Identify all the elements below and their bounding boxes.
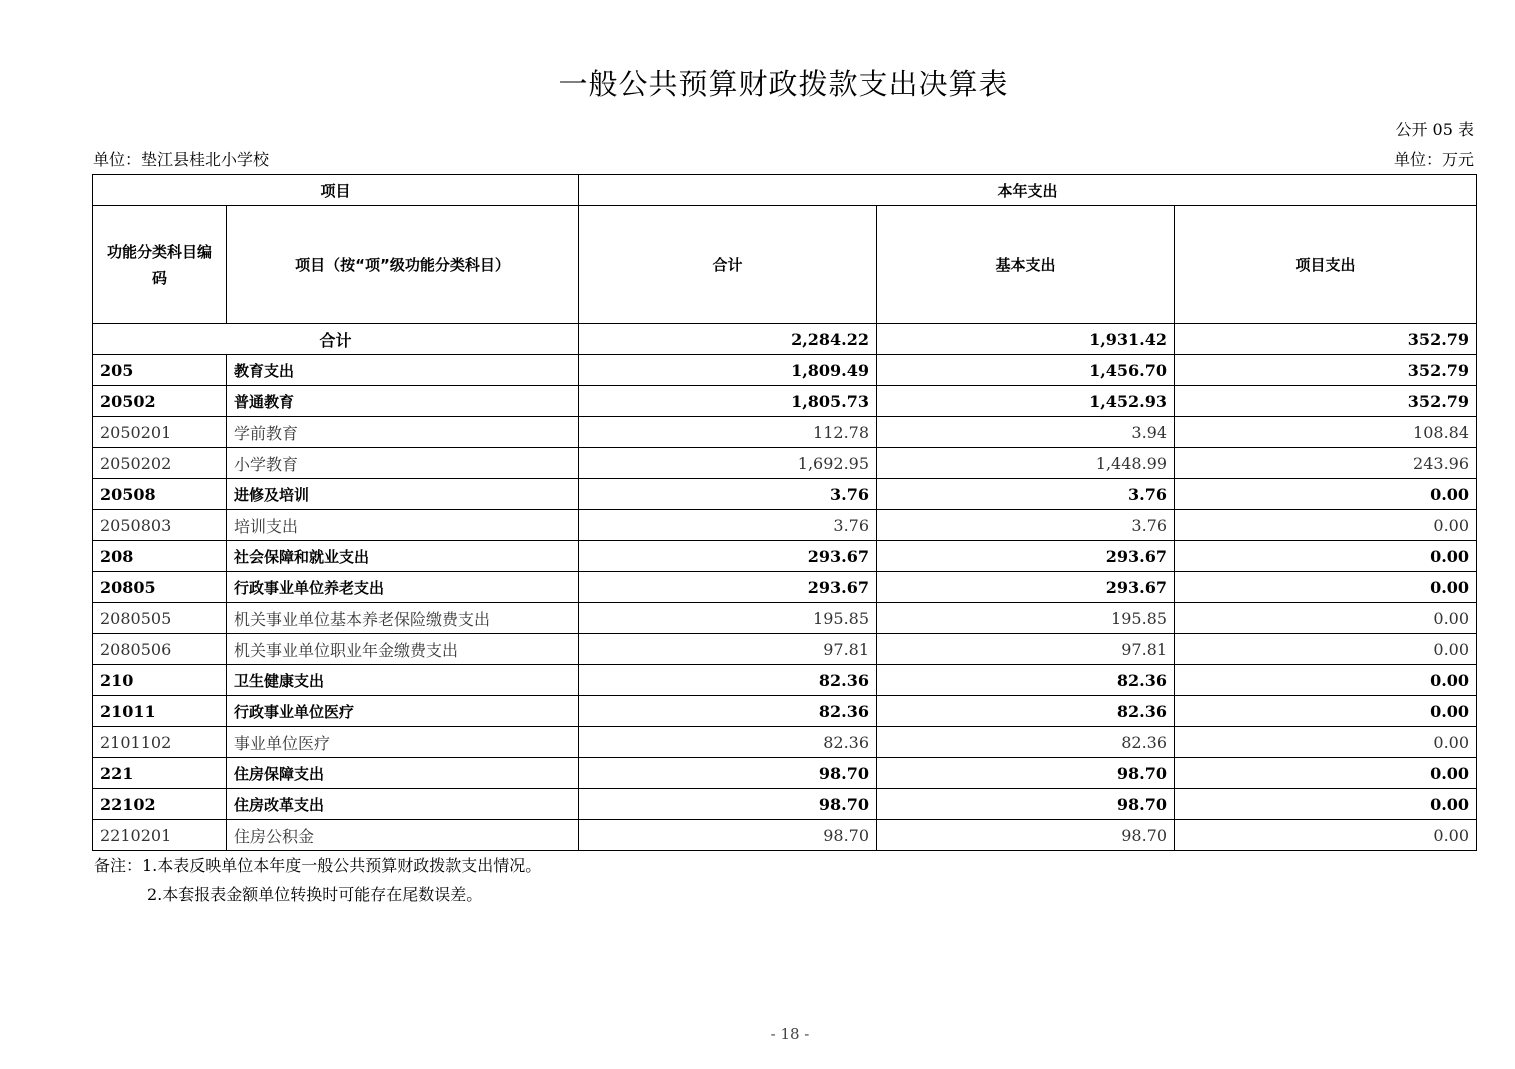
row-project: 0.00 xyxy=(1175,634,1477,665)
page-number: - 18 - xyxy=(770,1025,810,1043)
row-project: 0.00 xyxy=(1175,541,1477,572)
row-name: 普通教育 xyxy=(227,386,579,417)
row-name: 社会保障和就业支出 xyxy=(227,541,579,572)
row-basic: 98.70 xyxy=(877,820,1175,851)
note-line-2: 2.本套报表金额单位转换时可能存在尾数误差。 xyxy=(147,885,483,904)
row-project: 0.00 xyxy=(1175,820,1477,851)
header-item: 项目（按“项”级功能分类科目） xyxy=(227,206,579,324)
row-code: 2101102 xyxy=(93,727,227,758)
table-row xyxy=(93,448,1477,479)
row-project: 0.00 xyxy=(1175,727,1477,758)
row-name: 机关事业单位职业年金缴费支出 xyxy=(227,634,579,665)
row-code: 20502 xyxy=(93,386,227,417)
row-project: 352.79 xyxy=(1175,386,1477,417)
row-code: 208 xyxy=(93,541,227,572)
total-basic: 1,931.42 xyxy=(877,324,1175,355)
row-basic: 82.36 xyxy=(877,696,1175,727)
row-basic: 82.36 xyxy=(877,727,1175,758)
row-total: 293.67 xyxy=(579,541,877,572)
row-project: 0.00 xyxy=(1175,572,1477,603)
row-total: 82.36 xyxy=(579,727,877,758)
row-total: 98.70 xyxy=(579,820,877,851)
row-name: 进修及培训 xyxy=(227,479,579,510)
total-label: 合计 xyxy=(93,324,579,355)
row-basic: 1,452.93 xyxy=(877,386,1175,417)
row-name: 住房保障支出 xyxy=(227,758,579,789)
notes xyxy=(94,851,541,909)
table-row xyxy=(93,603,1477,634)
row-total: 82.36 xyxy=(579,696,877,727)
row-name: 学前教育 xyxy=(227,417,579,448)
row-total: 98.70 xyxy=(579,758,877,789)
row-code: 2050202 xyxy=(93,448,227,479)
row-total: 112.78 xyxy=(579,417,877,448)
header-row-2 xyxy=(93,206,1477,324)
row-name: 小学教育 xyxy=(227,448,579,479)
row-total: 1,692.95 xyxy=(579,448,877,479)
row-total: 293.67 xyxy=(579,572,877,603)
row-basic: 1,456.70 xyxy=(877,355,1175,386)
expenditure-table xyxy=(92,174,1477,851)
row-code: 2050201 xyxy=(93,417,227,448)
row-project: 0.00 xyxy=(1175,696,1477,727)
row-total: 1,805.73 xyxy=(579,386,877,417)
organization-unit: 单位：垫江县桂北小学校 xyxy=(93,150,270,169)
header-basic: 基本支出 xyxy=(877,206,1175,324)
table-row xyxy=(93,417,1477,448)
note-line-1: 备注：1.本表反映单位本年度一般公共预算财政拨款支出情况。 xyxy=(94,856,542,875)
table-row xyxy=(93,696,1477,727)
row-basic: 293.67 xyxy=(877,572,1175,603)
row-code: 20508 xyxy=(93,479,227,510)
row-project: 0.00 xyxy=(1175,665,1477,696)
table-row xyxy=(93,355,1477,386)
row-basic: 82.36 xyxy=(877,665,1175,696)
row-project: 0.00 xyxy=(1175,758,1477,789)
row-project: 352.79 xyxy=(1175,355,1477,386)
table-row xyxy=(93,510,1477,541)
header-project-expense: 项目支出 xyxy=(1175,206,1477,324)
row-code: 2080506 xyxy=(93,634,227,665)
total-sum: 2,284.22 xyxy=(579,324,877,355)
row-code: 205 xyxy=(93,355,227,386)
table-row xyxy=(93,727,1477,758)
row-code: 2080505 xyxy=(93,603,227,634)
row-code: 22102 xyxy=(93,789,227,820)
table-row xyxy=(93,789,1477,820)
row-project: 0.00 xyxy=(1175,479,1477,510)
row-name: 卫生健康支出 xyxy=(227,665,579,696)
header-year-expense: 本年支出 xyxy=(579,175,1477,206)
row-name: 行政事业单位医疗 xyxy=(227,696,579,727)
row-name: 住房公积金 xyxy=(227,820,579,851)
table-row xyxy=(93,634,1477,665)
row-basic: 98.70 xyxy=(877,758,1175,789)
row-project: 0.00 xyxy=(1175,789,1477,820)
money-unit: 单位：万元 xyxy=(1393,150,1474,169)
row-project: 0.00 xyxy=(1175,510,1477,541)
row-code: 20805 xyxy=(93,572,227,603)
table-row xyxy=(93,665,1477,696)
total-project: 352.79 xyxy=(1175,324,1477,355)
row-name: 行政事业单位养老支出 xyxy=(227,572,579,603)
page-title: 一般公共预算财政拨款支出决算表 xyxy=(558,67,1009,101)
row-total: 195.85 xyxy=(579,603,877,634)
row-project: 108.84 xyxy=(1175,417,1477,448)
table-row xyxy=(93,386,1477,417)
row-total: 1,809.49 xyxy=(579,355,877,386)
row-basic: 1,448.99 xyxy=(877,448,1175,479)
row-code: 21011 xyxy=(93,696,227,727)
row-project: 0.00 xyxy=(1175,603,1477,634)
row-name: 培训支出 xyxy=(227,510,579,541)
table-row xyxy=(93,541,1477,572)
row-name: 机关事业单位基本养老保险缴费支出 xyxy=(227,603,579,634)
header-code: 功能分类科目编码 xyxy=(93,206,227,324)
table-row xyxy=(93,572,1477,603)
row-basic: 3.76 xyxy=(877,510,1175,541)
total-row xyxy=(93,324,1477,355)
row-name: 住房改革支出 xyxy=(227,789,579,820)
row-total: 3.76 xyxy=(579,479,877,510)
table-row xyxy=(93,820,1477,851)
form-number: 公开 05 表 xyxy=(1395,120,1474,139)
row-project: 243.96 xyxy=(1175,448,1477,479)
row-basic: 195.85 xyxy=(877,603,1175,634)
row-code: 210 xyxy=(93,665,227,696)
row-basic: 98.70 xyxy=(877,789,1175,820)
row-basic: 97.81 xyxy=(877,634,1175,665)
header-project: 项目 xyxy=(93,175,579,206)
row-basic: 293.67 xyxy=(877,541,1175,572)
row-total: 82.36 xyxy=(579,665,877,696)
row-basic: 3.94 xyxy=(877,417,1175,448)
row-code: 221 xyxy=(93,758,227,789)
row-total: 97.81 xyxy=(579,634,877,665)
row-code: 2210201 xyxy=(93,820,227,851)
row-total: 98.70 xyxy=(579,789,877,820)
row-total: 3.76 xyxy=(579,510,877,541)
row-basic: 3.76 xyxy=(877,479,1175,510)
row-name: 事业单位医疗 xyxy=(227,727,579,758)
table-row xyxy=(93,758,1477,789)
header-total: 合计 xyxy=(579,206,877,324)
row-code: 2050803 xyxy=(93,510,227,541)
row-name: 教育支出 xyxy=(227,355,579,386)
header-row-1 xyxy=(93,175,1477,206)
table-row xyxy=(93,479,1477,510)
